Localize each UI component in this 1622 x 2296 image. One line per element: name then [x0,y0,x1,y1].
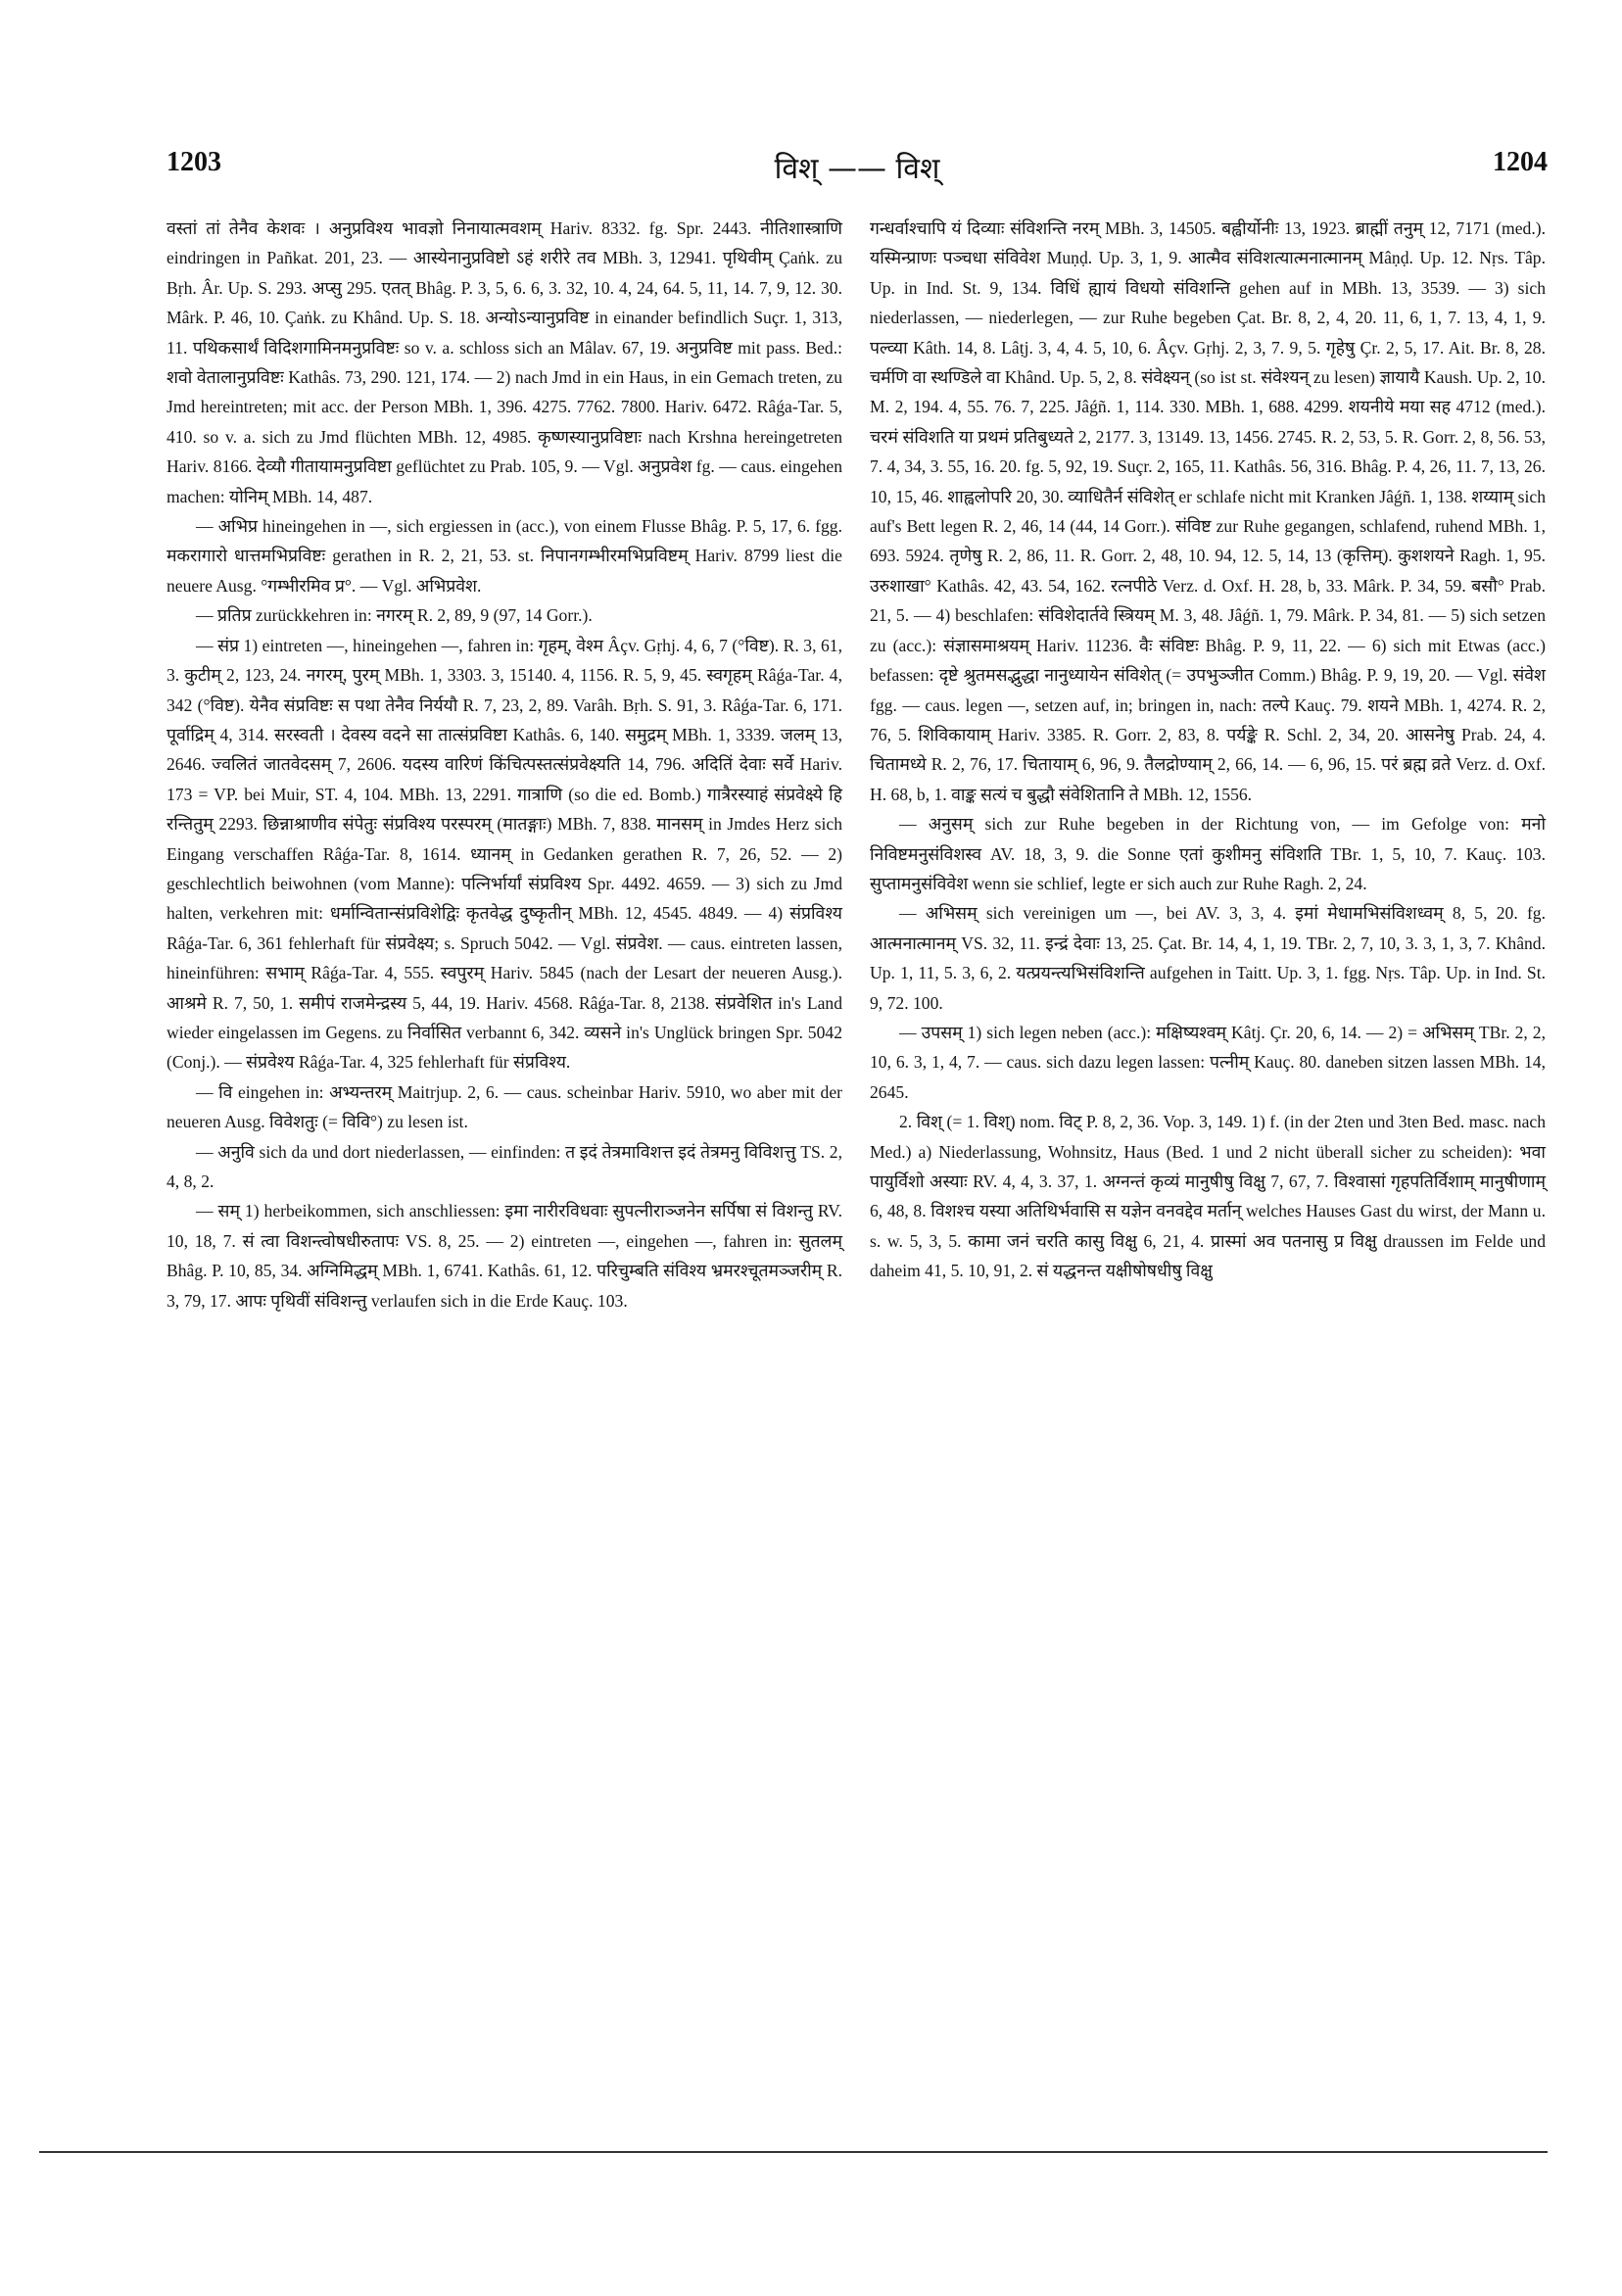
paragraph: — सम् 1) herbeikommen, sich anschliessen: इमा नारीरविधवाः सुपत्नीरा‍ञ्जनेन सर्पिषा सं विशन्तु RV. 10, 18, 7. सं त्वा विशन्त्वोषधीरुतापः VS. 8, 25. — 2) eintreten —, eingehen —, fahren in: सुतलम् Bhâg. P. 10, 85, 34. अग्निमिद्धम् MBh. 1, 6741. Kathâs. 61, 12. परिचुम्बति संविश्य भ्रमरश्चूतमञ्जरीम् R. 3, 79, 17. आपः पृथिवीं संविशन्तु verlaufen sich in die Erde Kauç. 103. [167,1201,842,1311]
footer-rule [39,2151,1548,2153]
paragraph: — अनुवि sich da und dort niederlassen, — einfinden: त इदं तेत्रमाविशत्त इदं तेत्रमनु विविशत्तु TS. 2, 4, 8, 2. [167,1141,842,1191]
page-number-right: 1204 [1493,147,1548,177]
paragraph: — अभिसम् sich vereinigen um —, bei AV. 3, 3, 4. इमां मेधामभिसंविशध्वम् 8, 5, 20. fg. आत्मनात्मानम् VS. 32, 11. इन्द्रं देवाः 13, 25. Çat. Br. 14, 4, 1, 19. TBr. 2, 7, 10, 3. 3, 1, 3, 7. Khând. Up. 1, 11, 5. 3, 6, 2. यत्प्रयन्त्यभिसंविशन्ति aufgehen in Taitt. Up. 3, 1. fgg. Nṛs. Tâp. Up. in Ind. St. 9, 72. 100. [870,903,1546,1013]
paragraph: — अनुसम् sich zur Ruhe begeben in der Richtung von, — im Gefolge von: मनो निविष्टमनुसंविशस्व AV. 18, 3, 9. die Sonne एतां कुशीमनु संविशति TBr. 1, 5, 10, 7. Kauç. 103. सुप्तामनुसंविवेश wenn sie schlief, legte er sich auch zur Ruhe Ragh. 2, 24. [870,814,1546,893]
page-number-left: 1203 [167,147,221,177]
paragraph: — अभिप्र hineingehen in —, sich ergiessen in (acc.), von einem Flusse Bhâg. P. 5, 17, 6. fgg. मकरागारो धात्तमभिप्रविष्टः gerathen in R. 2, 21, 53. st. निपानगम्भीरमभिप्रविष्टम् Hariv. 8799 liest die neuere Ausg. °गम्भीरमिव प्र°. — Vgl. अभिप्रवेश. [167,516,842,596]
paragraph: — वि eingehen in: अभ्यन्तरम् Maitrjup. 2, 6. — caus. scheinbar Hariv. 5910, wo aber mit der neueren Ausg. विवेशतुः (= विवि°) zu lesen ist. [167,1081,842,1132]
running-title: विश् —— विश् [774,152,940,186]
paragraph: 2. विश् (= 1. विश्) nom. विट् P. 8, 2, 36. Vop. 3, 149. 1) f. (in der 2ten und 3ten Bed. masc. nach Med.) a) Niederlassung, Wohnsitz, Haus (Bed. 1 und 2 nicht überall sicher zu scheiden): भवा पायुर्विशो अस्याः RV. 4, 4, 3. 37, 1. अग्नन्तं कृव्यं मानुषीषु विक्षु 7, 67, 7. विश्वासां गृहपतिर्विशाम् मानुषीणाम् 6, 48, 8. विशश्च यस्या अतिथिर्भवासि स यज्ञेन वनवद्देव मर्तान् welches Hauses Gast du wirst, der Mann u. s. w. 5, 3, 5. कामा जनं चरति कासु विक्षु 6, 21, 4. प्रास्मां अव पतनासु प्र विक्षु draussen im Felde und daheim 41, 5. 10, 91, 2. सं यद्धनन्त यक्षीषोषधीषु विक्षु [870,1112,1546,1281]
right-column [870,214,1546,1286]
paragraph: गन्धर्वाश्चापि यं दिव्याः संविशन्ति नरम् MBh. 3, 14505. बह्वीर्योनीः 13, 1923. ब्राह्मीं तनुम् 12, 7171 (med.). यस्मिन्प्राणः पञ्चधा संविवेश Muṇḍ. Up. 3, 1, 9. आत्मैव संविशत्यात्मनात्मानम् Mâṇḍ. Up. 12. Nṛs. Tâp. Up. in Ind. St. 9, 134. विधिं ह्यायं विधयो संविशन्ति gehen auf in MBh. 13, 3539. — 3) sich niederlassen, — niederlegen, — zur Ruhe begeben Çat. Br. 8, 2, 4, 20. 11, 6, 1, 7. 13, 4, 1, 9. पल्व्या Kâth. 14, 8. Lâṭj. 3, 4, 4. 5, 10, 6. Âçv. Gṛhj. 2, 3, 7. 9, 5. गृहेषु Çr. 2, 5, 17. Ait. Br. 8, 28. चर्मणि वा स्थण्डिले वा Khând. Up. 5, 2, 8. संवेक्ष्यन् (so ist st. संवेश्यन् zu lesen) ज्ञायायै Kaush. Up. 2, 10. M. 2, 194. 4, 55. 76. 7, 225. Jâǵñ. 1, 114. 330. MBh. 1, 688. 4299. शयनीये मया सह 4712 (med.). चरमं संविशति या प्रथमं प्रतिबुध्यते 2, 2177. 3, 13149. 13, 1456. 2745. R. 2, 53, 5. R. Gorr. 2, 8, 56. 53, 7. 4, 34, 3. 55, 16. 20. fg. 5, 92, 19. Suçr. 2, 165, 11. Kathâs. 56, 316. Bhâg. P. 4, 26, 11. 7, 13, 26. 10, 15, 46. शाह्वलोपरि 20, 30. व्याधितैर्न संविशेत् er schlafe nicht mit Kranken Jâǵñ. 1, 138. शय्याम् sich auf's Bett legen R. 2, 46, 14 (44, 14 Gorr.). संविष्ट zur Ruhe gegangen, schlafend, ruhend MBh. 1, 693. 5924. तृणेषु R. 2, 86, 11. R. Gorr. 2, 48, 10. 94, 12. 5, 14, 13 (कृत्तिम्). कुशशयने Ragh. 1, 95. उरुशाखा° Kathâs. 42, 43. 54, 162. रत्नपीठे Verz. d. Oxf. H. 28, b, 33. Mârk. P. 34, 59. बसौ° Prab. 21, 5. — 4) beschlafen: संविशेदार्तवे स्त्रियम् M. 3, 48. Jâǵñ. 1, 79. Mârk. P. 34, 81. — 5) sich setzen zu (acc.): संज्ञासमाश्रयम् Hariv. 11236. वैः संविष्टः Bhâg. P. 9, 11, 22. — 6) sich mit Etwas (acc.) befassen: दृष्टे श्रुतमसद्भुद्धा नानुध्यायेन संविशेत् (= उपभुञ्जीत Comm.) Bhâg. P. 9, 19, 20. — Vgl. संवेश fgg. — caus. legen —, setzen auf, in; bringen in, nach: तल्पे Kauç. 79. शयने MBh. 1, 4274. R. 2, 76, 5. शिविकायाम् Hariv. 3385. R. Gorr. 2, 83, 8. पर्यङ्के R. Schl. 2, 34, 20. आसनेषु Prab. 24, 4. चितामध्ये R. 2, 76, 17. चितायाम् 6, 96, 9. तैलद्रोण्याम् 2, 66, 14. — 6, 96, 15. परं ब्रह्म व्रते Verz. d. Oxf. H. 68, b, 1. वाङ्क सत्यं च बुद्धौ संवेशितानि ते MBh. 12, 1556. [870,218,1546,804]
page-header [167,147,1548,186]
paragraph: — उपसम् 1) sich legen neben (acc.): मक्षिष्यश्वम् Kâtj. Çr. 20, 6, 14. — 2) = अभिसम् TBr. 2, 2, 10, 6. 3, 1, 4, 7. — caus. sich dazu legen lassen: पत्नीम् Kauç. 80. daneben sitzen lassen MBh. 14, 2645. [870,1022,1546,1102]
paragraph: — संप्र 1) eintreten —, hineingehen —, fahren in: गृहम्, वेश्म Âçv. Gṛhj. 4, 6, 7 (°विष्ट). R. 3, 61, 3. कुटीम् 2, 123, 24. नगरम्, पुरम् MBh. 1, 3303. 3, 15140. 4, 1156. R. 5, 9, 45. स्वगृहम् Râǵa-Tar. 4, 342 (°विष्ट). येनैव संप्रविष्टः स पथा तेनैव निर्ययौ R. 7, 23, 2, 89. Varâh. Bṛh. S. 91, 3. Râǵa-Tar. 6, 171. पूर्वाद्रिम् 4, 314. सरस्वती । देवस्य वदने सा तात्संप्रविष्टा Kathâs. 6, 140. समुद्रम् MBh. 1, 3339. जलम् 13, 2646. ज्वलितं जातवेदसम् 7, 2606. यदस्य वारिणं किंचित्पस्तत्संप्रवेक्ष्यति 14, 796. अदितिं देवाः सर्वे Hariv. 173 = VP. bei Muir, ST. 4, 104. MBh. 13, 2291. गात्राणि (so die ed. Bomb.) गात्रैरस्याहं संप्रवेक्ष्ये हि रन्तितुम् 2293. छिन्नाश्राणीव संपेतुः संप्रविश्य परस्परम् (मातङ्गाः) MBh. 7, 838. मानसम् in Jmdes Herz sich Eingang verschaffen Râǵa-Tar. 8, 1614. ध्यानम् in Gedanken gerathen R. 7, 26, 52. — 2) geschlechtlich beiwohnen (vom Manne): पत्निर्भार्यां संप्रविश्य Spr. 4492. 4659. — 3) sich zu Jmd halten, verkehren mit: धर्मान्वितान्संप्रविशेद्विः कृतवेद्ध दुष्कृतीन् MBh. 12, 4545. 4849. — 4) संप्रविश्य Râǵa-Tar. 6, 361 fehlerhaft für संप्रवेक्ष्य; s. Spruch 5042. — Vgl. संप्रवेश. — caus. eintreten lassen, hineinführen: सभाम् Râǵa-Tar. 4, 555. स्वपुरम् Hariv. 5845 (nach der Lesart der neueren Ausg.). आश्रमे R. 7, 50, 1. समीपं राजमेन्द्रस्य 5, 44, 19. Hariv. 4568. Râǵa-Tar. 8, 2138. संप्रवेशित in's Land wieder eingelassen im Gegens. zu निर्वासित verbannt 6, 342. व्यसने in's Unglück bringen Spr. 5042 (Conj.). — संप्रवेश्य Râǵa-Tar. 4, 325 fehlerhaft für संप्रविश्य. [167,635,842,1073]
paragraph: — प्रतिप्र zurückkehren in: नगरम् R. 2, 89, 9 (97, 14 Gorr.). [196,605,593,626]
paragraph: वस्तां तां तेनैव केशवः । अनुप्रविश्य भावज्ञो निनायात्मवशम् Hariv. 8332. fg. Spr. 2443. नीतिशास्त्राणि eindringen in Pañkat. 201, 23. — आस्येनानुप्रविष्टो ऽहं शरीरे तव MBh. 3, 12941. पृथिवीम् Çaṅk. zu Bṛh. Âr. Up. S. 293. अप्सु 295. एतत् Bhâg. P. 3, 5, 6. 6, 3. 32, 10. 4, 24, 64. 5, 11, 14. 7, 9, 12. 30. Mârk. P. 46, 10. Çaṅk. zu Khând. Up. S. 18. अन्योऽन्यानुप्रविष्ट in einander befindlich Suçr. 1, 313, 11. पथिकसार्थं विदिशगामिनमनुप्रविष्टः so v. a. schloss sich an Mâlav. 67, 19. अनुप्रविष्ट mit pass. Bed.: शवो वेतालानुप्रविष्टः Kathâs. 73, 290. 121, 174. — 2) nach Jmd in ein Haus, in ein Gemach treten, zu Jmd hereintreten; mit acc. der Person MBh. 1, 396. 4275. 7762. 7800. Hariv. 6472. Râǵa-Tar. 5, 410. so v. a. sich zu Jmd flüchten MBh. 12, 4985. कृष्णस्यानुप्रविष्टाः nach Krshna hereingetreten Hariv. 8166. देव्यौ गीतायामनुप्रविष्टा geflüchtet zu Prab. 105, 9. — Vgl. अनुप्रवेश fg. — caus. eingehen machen: योनिम् MBh. 14, 487. [167,218,842,506]
left-column [167,214,842,1315]
